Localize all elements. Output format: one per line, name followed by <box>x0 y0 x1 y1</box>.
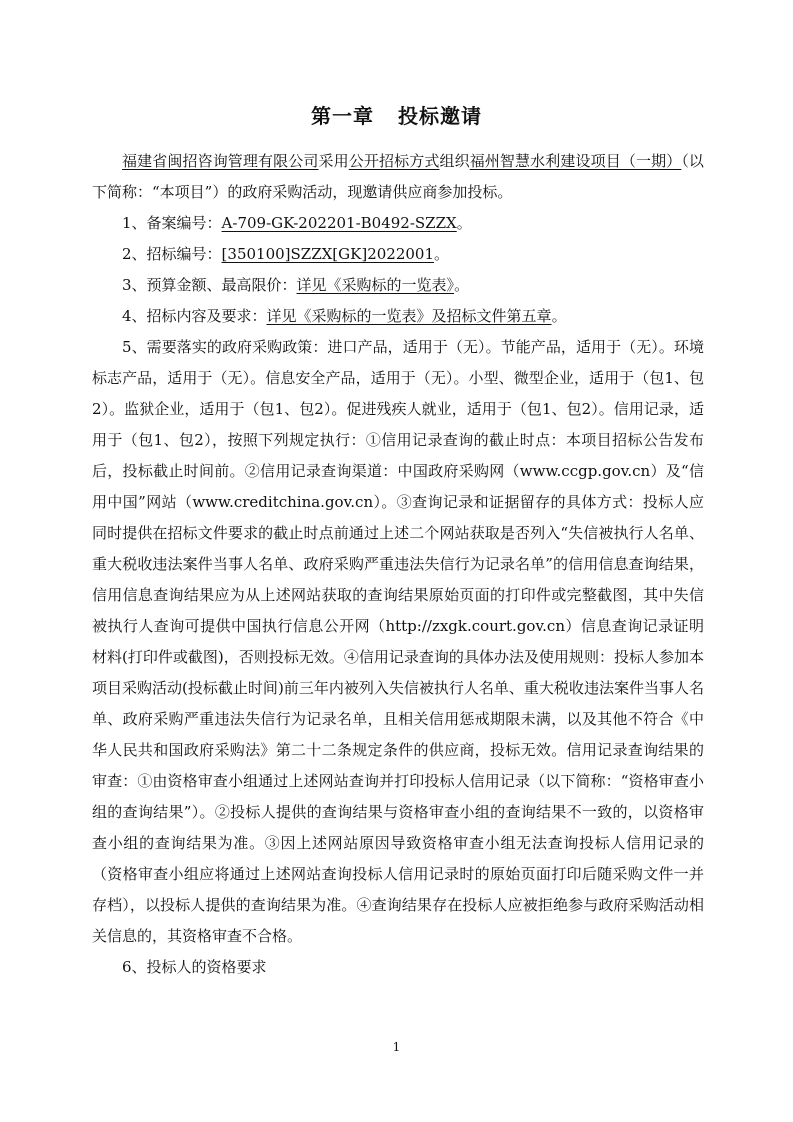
budget-label: 3、预算金额、最高限价： <box>122 276 297 294</box>
item-budget <box>92 270 704 301</box>
budget-end: 。 <box>454 276 470 294</box>
chapter-number: 第一章 <box>311 104 374 128</box>
tender-number-end: 。 <box>434 245 450 263</box>
procurement-method: 公开招标方式 <box>348 152 440 170</box>
filing-number-end: 。 <box>456 214 472 232</box>
budget-value: 详见《采购标的一览表》 <box>296 276 455 294</box>
item-tender-content <box>92 301 704 332</box>
filing-number-value: A-709-GK-202201-B0492-SZZX <box>221 214 457 232</box>
tender-number-value: [350100]SZZX[GK]2022001 <box>221 245 435 263</box>
agency-name: 福建省闽招咨询管理有限公司 <box>122 152 319 170</box>
tender-content-value: 详见《采购标的一览表》及招标文件第五章 <box>266 307 552 325</box>
item-filing-number <box>92 208 704 239</box>
intro-text-2: 组织 <box>439 152 470 170</box>
intro-paragraph <box>92 146 704 208</box>
chapter-name: 投标邀请 <box>398 104 482 128</box>
project-name: 福州智慧水利建设项目（一期） <box>469 152 682 170</box>
page-number: 1 <box>392 1040 401 1054</box>
tender-number-label: 2、招标编号： <box>122 245 222 263</box>
filing-number-label: 1、备案编号： <box>122 214 222 232</box>
document-body <box>92 146 704 983</box>
item-tender-number <box>92 239 704 270</box>
tender-content-end: 。 <box>551 307 567 325</box>
tender-content-label: 4、招标内容及要求： <box>122 307 267 325</box>
intro-text-1: 采用 <box>318 152 349 170</box>
item-procurement-policy: 5、需要落实的政府采购政策：进口产品，适用于（无）。节能产品，适用于（无）。环境标志产品，适用于（无）。信息安全产品，适用于（无）。小型、微型企业，适用于（包1、包2）。监狱企业，适用于（包1、包2）。促进残疾人就业，适用于（包1、包2）。信用记录，适用于（包1、包2），按照下列规定执行：①信用记录查询的截止时点：本项目招标公告发布后，投标截止时间前。②信用记录查询渠道：中国政府采购网（www.ccgp.gov.cn）及“信用中国”网站（www.creditchina.gov.cn）。③查询记录和证据留存的具体方式：投标人应同时提供在招标文件要求的截止时点前通过上述二个网站获取是否列入“失信被执行人名单、重大税收违法案件当事人名单、政府采购严重违法失信行为记录名单”的信用信息查询结果，信用信息查询结果应为从上述网站获取的查询结果原始页面的打印件或完整截图，其中失信被执行人查询可提供中国执行信息公开网（http://zxgk.court.gov.cn）信息查询记录证明材料(打印件或截图)，否则投标无效。④信用记录查询的具体办法及使用规则：投标人参加本项目采购活动(投标截止时间)前三年内被列入失信被执行人名单、重大税收违法案件当事人名单、政府采购严重违法失信行为记录名单，且相关信用惩戒期限未满，以及其他不符合《中华人民共和国政府采购法》第二十二条规定条件的供应商，投标无效。信用记录查询结果的审查：①由资格审查小组通过上述网站查询并打印投标人信用记录（以下简称：“资格审查小组的查询结果”）。②投标人提供的查询结果与资格审查小组的查询结果不一致的，以资格审查小组的查询结果为准。③因上述网站原因导致资格审查小组无法查询投标人信用记录的（资格审查小组应将通过上述网站查询投标人信用记录时的原始页面打印后随采购文件一并存档），以投标人提供的查询结果为准。④查询结果存在投标人应被拒绝参与政府采购活动相关信息的，其资格审查不合格。 <box>92 338 704 945</box>
intro-text-3: （以下简称：“本项目”）的政府采购活动，现邀请供应商参加投标。 <box>92 152 704 201</box>
chapter-title <box>0 100 793 129</box>
item-qualification: 6、投标人的资格要求 <box>122 958 267 976</box>
